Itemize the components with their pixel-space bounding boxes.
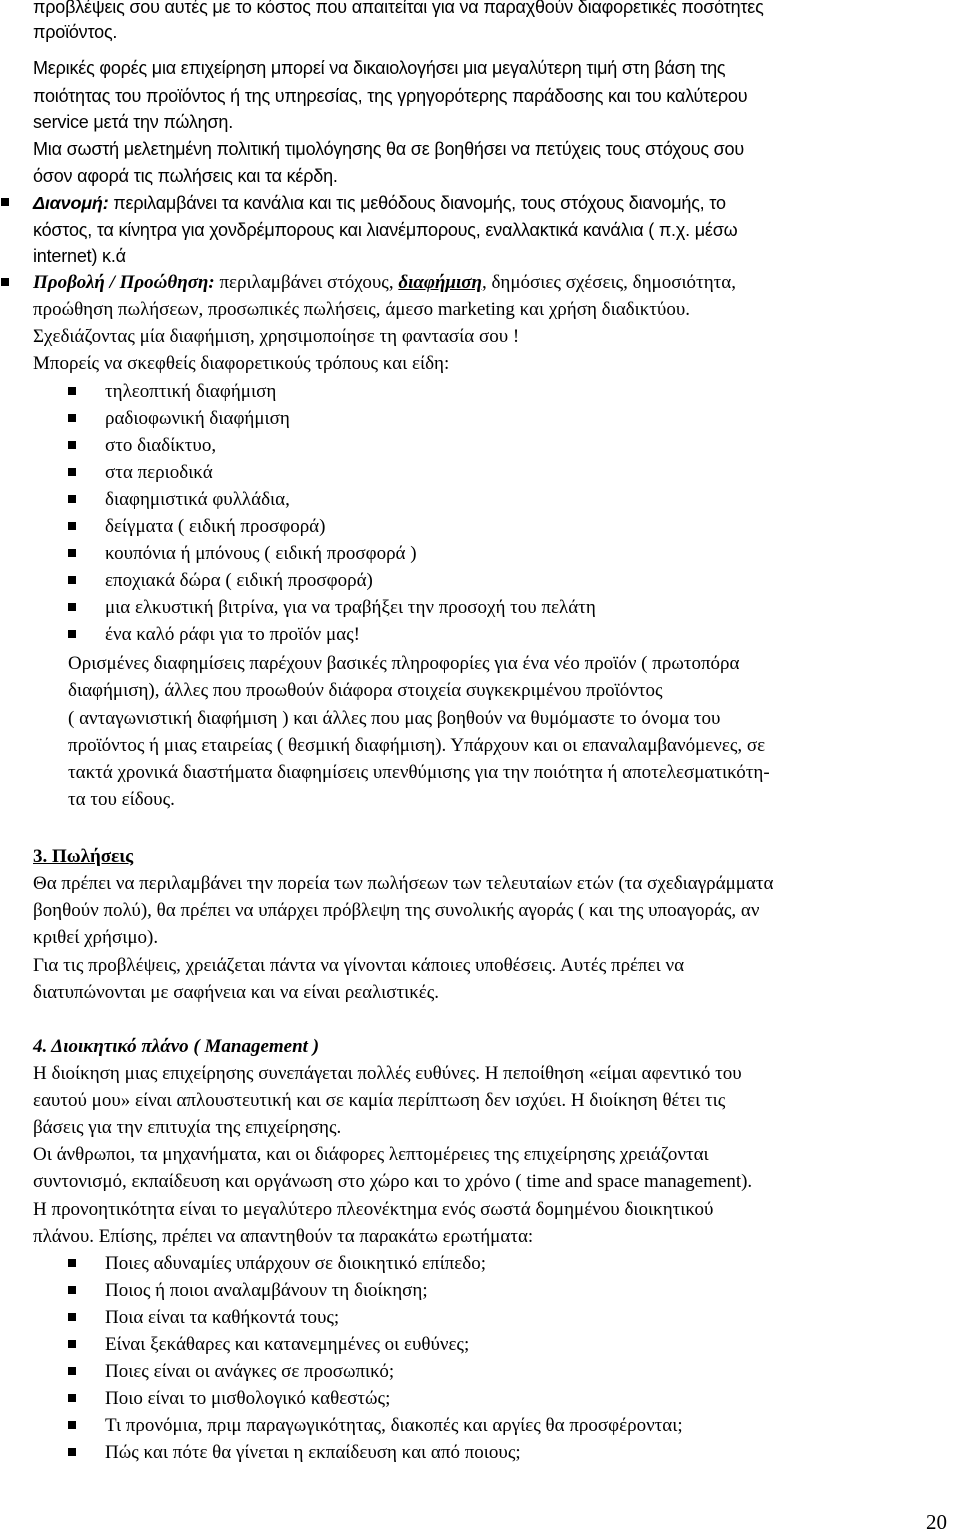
list-item: μια ελκυστική βιτρίνα, για να τραβήξει την προσοχή του πελάτη xyxy=(105,597,596,618)
text-line: συντονισμό, εκπαίδευση και οργάνωση στο χώρο και το χρόνο ( time and space management). xyxy=(33,1171,753,1192)
list-item: Ποια είναι τα καθήκοντά τους; xyxy=(105,1307,340,1328)
text-line: κριθεί χρήσιμο). xyxy=(33,927,159,948)
text-line: εαυτού μου» είναι απλουστευτική και σε καμία περίπτωση δεν ισχύει. Η διοίκηση θέτει τις xyxy=(33,1090,726,1111)
list-item: κουπόνια ή μπόνους ( ειδική προσφορά ) xyxy=(105,543,417,564)
list-item: στα περιοδικά xyxy=(105,462,213,483)
bullet-square-icon xyxy=(68,1367,76,1375)
list-item: εποχιακά δώρα ( ειδική προσφορά) xyxy=(105,570,373,591)
text-line: προβλέψεις σου αυτές με το κόστος που απαιτείται για να παραχθούν διαφορετικές ποσότητες xyxy=(33,0,764,17)
text-line: προϊόντος ή μιας εταιρείας ( θεσμική διαφήμιση). Υπάρχουν και οι επαναλαμβανόμενες, σε xyxy=(68,735,766,756)
bullet-square-icon xyxy=(68,387,76,395)
text-line: όσον αφορά τις πωλήσεις και τα κέρδη. xyxy=(33,166,338,186)
list-item: Ποιος ή ποιοι αναλαμβάνουν τη διοίκηση; xyxy=(105,1280,428,1301)
list-item: Τι προνόμια, πριμ παραγωγικότητας, διακοπές και αργίες θα προσφέρονται; xyxy=(105,1415,683,1436)
bullet-square-icon xyxy=(68,576,76,584)
text-line: προώθηση πωλήσεων, προσωπικές πωλήσεις, άμεσο marketing και χρήση διαδικτύου. xyxy=(33,299,690,320)
list-item: Ποιο είναι το μισθολογικό καθεστώς; xyxy=(105,1388,391,1409)
bullet-square-icon xyxy=(68,1313,76,1321)
bullet-square-icon xyxy=(68,1448,76,1456)
page-number: 20 xyxy=(926,1510,947,1534)
distribution-line: Διανομή: περιλαμβάνει τα κανάλια και τις μεθόδους διανομής, τους στόχους διανομής, το xyxy=(33,193,726,213)
bullet-square-icon xyxy=(68,549,76,557)
text-line: προϊόντος. xyxy=(33,22,118,42)
bullet-square-icon xyxy=(68,603,76,611)
text-line: Μπορείς να σκεφθείς διαφορετικούς τρόπους και είδη: xyxy=(33,353,450,374)
text-line: διαφήμιση), άλλες που προωθούν διάφορα στοιχεία συγκεκριμένου προϊόντος xyxy=(68,680,663,701)
bullet-square-icon xyxy=(68,1421,76,1429)
list-item: ραδιοφωνική διαφήμιση xyxy=(105,408,290,429)
bullet-square-icon xyxy=(68,1340,76,1348)
text-line: Θα πρέπει να περιλαμβάνει την πορεία των πωλήσεων των τελευταίων ετών (τα σχεδιαγράμματα xyxy=(33,873,774,894)
list-item: στο διαδίκτυο, xyxy=(105,435,217,456)
promotion-line: Προβολή / Προώθηση: περιλαμβάνει στόχους, διαφήμιση, δημόσιες σχέσεις, δημοσιότητα, xyxy=(33,272,736,293)
text-line: Η προνοητικότητα είναι το μεγαλύτερο πλεονέκτημα ενός σωστά δομημένου διοικητικού xyxy=(33,1199,714,1220)
text-line: Για τις προβλέψεις, χρειάζεται πάντα να γίνονται κάποιες υποθέσεις. Αυτές πρέπει να xyxy=(33,955,685,976)
text-line: πλάνου. Επίσης, πρέπει να απαντηθούν τα παρακάτω ερωτήματα: xyxy=(33,1226,534,1247)
text-line: service μετά την πώληση. xyxy=(33,112,234,132)
list-item: Ποιες είναι οι ανάγκες σε προσωπικό; xyxy=(105,1361,395,1382)
text-line: internet) κ.ά xyxy=(33,246,126,266)
distribution-term: Διανομή: xyxy=(33,193,109,213)
text-line: βάσεις για την επιτυχία της επιχείρησης. xyxy=(33,1117,342,1138)
list-item: διαφημιστικά φυλλάδια, xyxy=(105,489,290,510)
promotion-term: Προβολή / Προώθηση: xyxy=(33,272,215,293)
section-heading: 3. Πωλήσεις xyxy=(33,846,134,867)
list-item: Πώς και πότε θα γίνεται η εκπαίδευση και από ποιους; xyxy=(105,1442,521,1463)
bullet-square-icon xyxy=(1,198,9,206)
text-line: Οι άνθρωποι, τα μηχανήματα, και οι διάφορες λεπτομέρειες της επιχείρησης χρειάζονται xyxy=(33,1144,709,1165)
list-item: δείγματα ( ειδική προσφορά) xyxy=(105,516,326,537)
bullet-square-icon xyxy=(68,630,76,638)
text-line: Μερικές φορές μια επιχείρηση μπορεί να δικαιολογήσει μια μεγαλύτερη τιμή στη βάση της xyxy=(33,58,726,78)
text-line: διατυπώνονται με σαφήνεια και να είναι ρεαλιστικές. xyxy=(33,982,440,1003)
section-heading: 4. Διοικητικό πλάνο ( Management ) xyxy=(33,1036,320,1057)
text-line: ( ανταγωνιστική διαφήμιση ) και άλλες που μας βοηθούν να θυμόμαστε το όνομα του xyxy=(68,708,721,729)
text-line: ποιότητας του προϊόντος ή της υπηρεσίας, της γρηγορότερης παράδοσης και του καλύτερου xyxy=(33,86,748,106)
text-line: τα του είδους. xyxy=(68,789,175,810)
text-line: Σχεδιάζοντας μία διαφήμιση, χρησιμοποίησε τη φαντασία σου ! xyxy=(33,326,520,347)
text-line: βοηθούν πολύ), θα πρέπει να υπάρχει πρόβλεψη της συνολικής αγοράς ( και της υποαγοράς, αν xyxy=(33,900,760,921)
list-item: τηλεοπτική διαφήμιση xyxy=(105,381,277,402)
bullet-square-icon xyxy=(1,278,9,286)
list-item: Είναι ξεκάθαρες και κατανεμημένες οι ευθύνες; xyxy=(105,1334,470,1355)
bullet-square-icon xyxy=(68,522,76,530)
bullet-square-icon xyxy=(68,1394,76,1402)
list-item: Ποιες αδυναμίες υπάρχουν σε διοικητικό επίπεδο; xyxy=(105,1253,486,1274)
bullet-square-icon xyxy=(68,441,76,449)
bullet-square-icon xyxy=(68,1259,76,1267)
list-item: ένα καλό ράφι για το προϊόν μας! xyxy=(105,624,360,645)
text-line: Η διοίκηση μιας επιχείρησης συνεπάγεται πολλές ευθύνες. Η πεποίθηση «είμαι αφεντικό του xyxy=(33,1063,742,1084)
text-line: τακτά χρονικά διαστήματα διαφημίσεις υπενθύμισης για την ποιότητα ή αποτελεσματικότη- xyxy=(68,762,770,783)
bullet-square-icon xyxy=(68,414,76,422)
bullet-square-icon xyxy=(68,468,76,476)
text-line: Μια σωστή μελετημένη πολιτική τιμολόγησης θα σε βοηθήσει να πετύχεις τους στόχους σου xyxy=(33,139,745,159)
bullet-square-icon xyxy=(68,495,76,503)
advertising-term: διαφήμιση xyxy=(398,272,482,293)
text-line: Ορισμένες διαφημίσεις παρέχουν βασικές πληροφορίες για ένα νέο προϊόν ( πρωτοπόρα xyxy=(68,653,740,674)
text-line: κόστος, τα κίνητρα για χονδρέμπορους και λιανέμπορους, εναλλακτικά κανάλια ( π.χ. μέσω xyxy=(33,220,738,240)
bullet-square-icon xyxy=(68,1286,76,1294)
